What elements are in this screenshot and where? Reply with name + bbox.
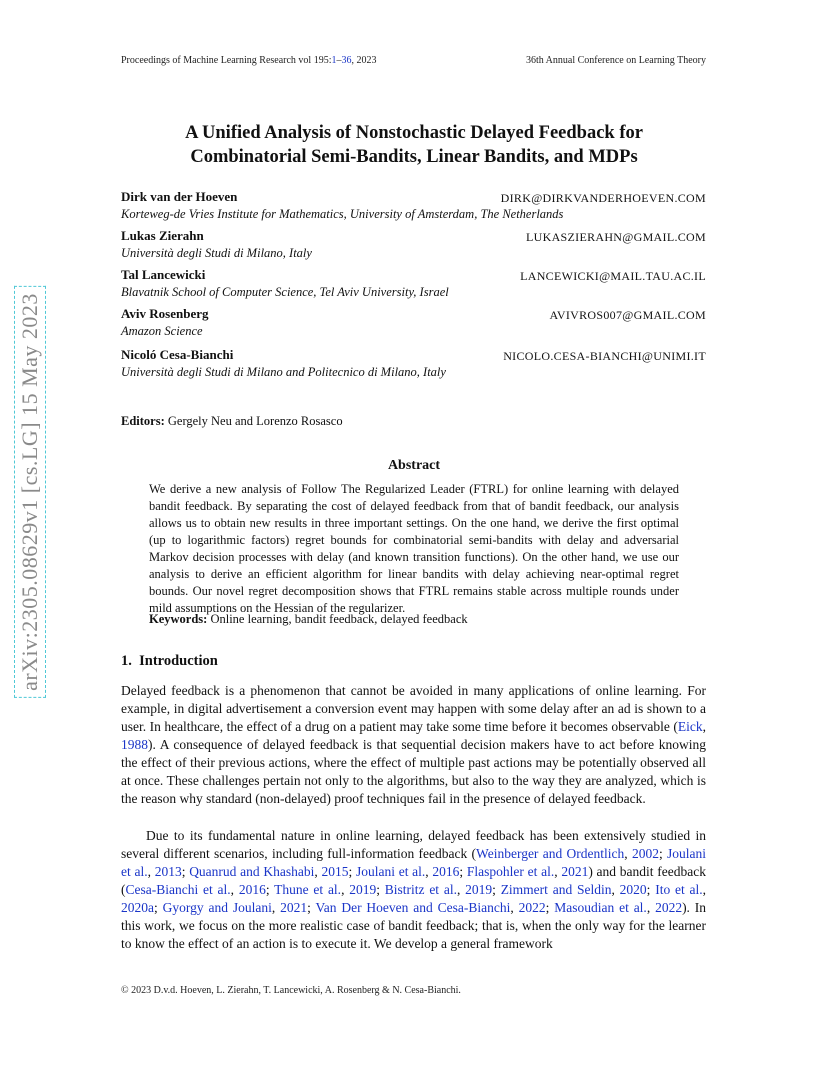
citation-link[interactable]: 2002 [631, 846, 659, 861]
author-name: Nicoló Cesa-Bianchi [121, 347, 234, 362]
citation-link[interactable]: Eick [677, 719, 703, 734]
author-affiliation: Amazon Science [121, 324, 203, 338]
arxiv-identifier[interactable]: arXiv:2305.08629v1 [cs.LG] 15 May 2023 [14, 286, 46, 698]
citation-link[interactable]: 2015 [321, 864, 349, 879]
citation-link[interactable]: Thune et al. [274, 882, 342, 897]
citation-link[interactable]: Masoudian et al. [554, 900, 647, 915]
citation-link[interactable]: 1988 [121, 737, 148, 752]
running-header-right: 36th Annual Conference on Learning Theory [525, 55, 706, 66]
author-name: Aviv Rosenberg [121, 306, 209, 321]
citation-link[interactable]: 2021 [561, 864, 589, 879]
citation-link[interactable]: 2022 [655, 900, 683, 915]
page-end-link[interactable]: 36 [341, 55, 352, 66]
citation-link[interactable]: Flaspohler et al. [466, 864, 555, 879]
author-affiliation: Korteweg-de Vries Institute for Mathematics, University of Amsterdam, The Netherlands [121, 207, 564, 221]
author-email: DIRK@DIRKVANDERHOEVEN.COM [500, 191, 706, 205]
citation-link[interactable]: Joulani et al. [121, 846, 707, 879]
citation-link[interactable]: 2020a [121, 900, 154, 915]
page-start-link[interactable]: 1 [331, 55, 337, 66]
author-affiliation: Università degli Studi di Milano and Politecnico di Milano, Italy [121, 365, 446, 379]
author-name: Dirk van der Hoeven [121, 189, 238, 204]
author-email: LUKASZIERAHN@GMAIL.COM [526, 230, 706, 244]
author-affiliation: Blavatnik School of Computer Science, Tel Aviv University, Israel [121, 285, 449, 299]
citation-link[interactable]: Zimmert and Seldin [500, 882, 612, 897]
author-email: LANCEWICKI@MAIL.TAU.AC.IL [520, 269, 706, 283]
author-block [121, 306, 706, 339]
abstract-heading: Abstract [387, 458, 441, 473]
author-email: NICOLO.CESA-BIANCHI@UNIMI.IT [503, 349, 706, 363]
citation-link[interactable]: 2016 [432, 864, 460, 879]
arxiv-sidebar [0, 242, 60, 742]
citation-link[interactable]: 2020 [619, 882, 647, 897]
citation-link[interactable]: 2019 [465, 882, 493, 897]
editors-line: Editors: Gergely Neu and Lorenzo Rosasco [121, 414, 343, 428]
citation-link[interactable]: Gyorgy and Joulani [162, 900, 272, 915]
citation-link[interactable]: Quanrud and Khashabi [189, 864, 315, 879]
citation-link[interactable]: 2019 [349, 882, 377, 897]
citation-link[interactable]: 2022 [518, 900, 546, 915]
author-block [121, 228, 706, 261]
citation-link[interactable]: 2016 [238, 882, 266, 897]
citation-link[interactable]: Van Der Hoeven and Cesa-Bianchi [315, 900, 511, 915]
author-block [121, 347, 706, 380]
author-block [121, 267, 706, 300]
citation-link[interactable]: Ito et al. [655, 882, 703, 897]
citation-link[interactable]: Joulani et al. [355, 864, 426, 879]
author-name: Lukas Zierahn [121, 228, 204, 243]
author-email: AVIVROS007@GMAIL.COM [549, 308, 706, 322]
intro-paragraph-2: Due to its fundamental nature in online learning, delayed feedback has been extensively studied in several different scenarios, including full-information feedback (Weinberger and Ordentlich, 2002; Joulani et al., 2013; Quanrud and Khashabi, 2015; Joulani et al., 2016; Flaspohler et al., 2021) and bandit feedback (Cesa-Bianchi et al., 2016; Thune et al., 2019; Bistritz et al., 2019; Zimmert and Seldin, 2020; Ito et al., 2020a; Gyorgy and Joulani, 2021; Van Der Hoeven and Cesa-Bianchi, 2022; Masoudian et al., 2022). In this work, we focus on the more realistic case of bandit feedback; that is, when the only way for the learner to know the effect of an action is to execute it. We develop a general framework [121, 828, 707, 951]
paper-title: A Unified Analysis of Nonstochastic Delayed Feedback for Combinatorial Semi-Bandits, Linear Bandits, and MDPs [185, 123, 643, 167]
author-affiliation: Università degli Studi di Milano, Italy [121, 246, 312, 260]
intro-paragraph-1: Delayed feedback is a phenomenon that cannot be avoided in many applications of online learning. For example, in digital advertisement a conversion event may happen with some delay after an ad is shown to a user. In healthcare, the effect of a drug on a patient may take some time before it becomes observable (Eick, 1988). A consequence of delayed feedback is that sequential decision makers have to act before knowing the effect of their previous actions, where the effect of multiple past actions may be potentially observed all at once. These challenges pertain not only to the algorithms, but also to the way they are analyzed, which is the reason why standard (non-delayed) proof techniques fail in the presence of delayed feedback. [121, 683, 706, 806]
citation-link[interactable]: 2021 [280, 900, 308, 915]
keywords-line: Keywords: Online learning, bandit feedback, delayed feedback [149, 612, 468, 626]
citation-link[interactable]: 2013 [154, 864, 182, 879]
citation-link[interactable]: Cesa-Bianchi et al. [125, 882, 231, 897]
author-block [121, 189, 706, 222]
copyright-footer: © 2023 D.v.d. Hoeven, L. Zierahn, T. Lancewicki, A. Rosenberg & N. Cesa-Bianchi. [121, 985, 461, 996]
author-name: Tal Lancewicki [121, 267, 206, 282]
abstract-text: We derive a new analysis of Follow The Regularized Leader (FTRL) for online learning with delayed bandit feedback. By separating the cost of delayed feedback from that of bandit feedback, our analysis allows us to obtain new results in three important settings. On the one hand, we derive the first optimal (up to logarithmic factors) regret bounds for combinatorial semi-bandits with delay and adversarial Markov decision processes with delay (and known transition functions). On the other hand, we use our analysis to derive an efficient algorithm for linear bandits with delay achieving near-optimal regret bounds. Our novel regret decomposition shows that FTRL remains stable across multiple rounds under mild assumptions on the Hessian of the regularizer. [149, 482, 679, 615]
citation-link[interactable]: Weinberger and Ordentlich [476, 846, 625, 861]
running-header-left: Proceedings of Machine Learning Research vol 195:1–36, 2023 [121, 55, 377, 66]
citation-link[interactable]: Bistritz et al. [384, 882, 457, 897]
section-heading: 1. Introduction [121, 653, 218, 669]
